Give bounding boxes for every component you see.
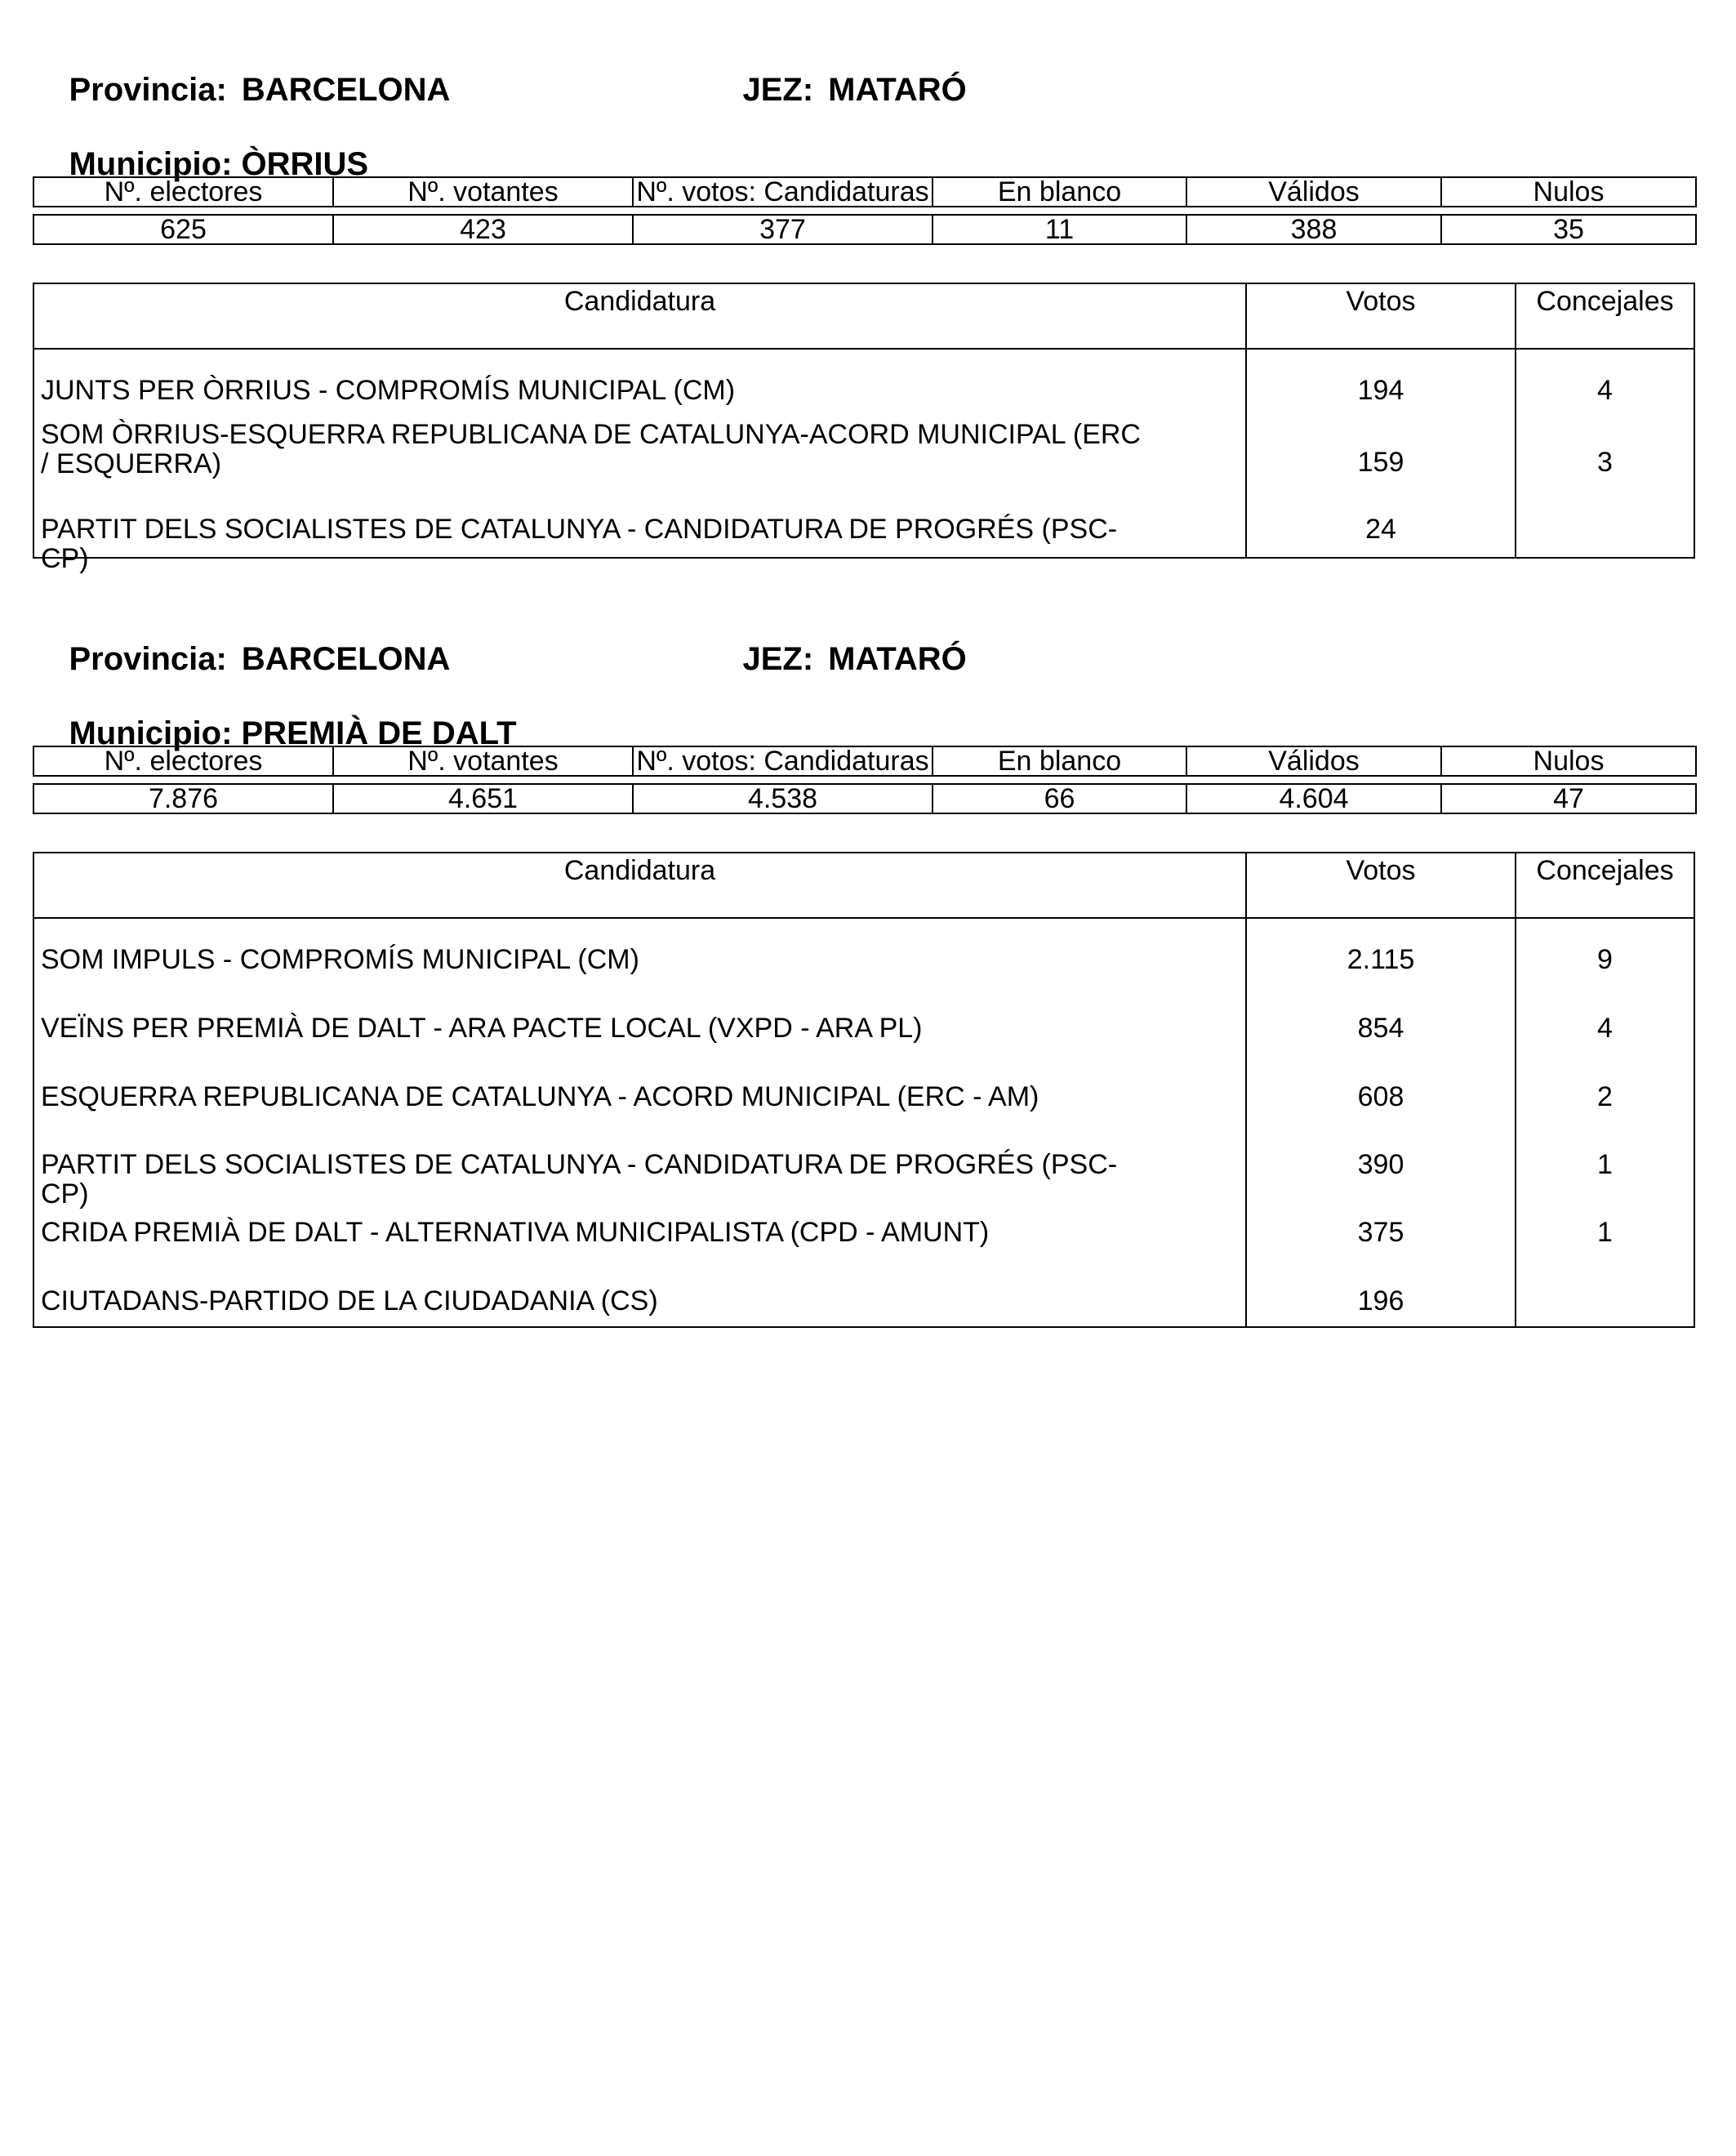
candidatura-name: JUNTS PER ÒRRIUS - COMPROMÍS MUNICIPAL (CM) (41, 375, 736, 406)
candidatura-votes: 196 (1357, 1285, 1404, 1316)
jez-label: JEZ: (742, 641, 814, 677)
summary-header-cell: Válidos (1186, 177, 1441, 207)
summary-value-cell: 388 (1186, 215, 1441, 244)
provincia-value: BARCELONA (241, 641, 451, 677)
provincia-value: BARCELONA (241, 72, 451, 108)
candidatura-column-header: Candidatura (34, 853, 1247, 917)
candidatura-votes: 159 (1357, 447, 1404, 478)
candidatura-seats: 1 (1597, 1217, 1613, 1248)
candidatura-name: PARTIT DELS SOCIALISTES DE CATALUNYA - CANDIDATURA DE PROGRÉS (PSC-CP) (41, 514, 1118, 574)
summary-value-cell: 4.604 (1186, 784, 1441, 813)
candidatura-header-row (34, 284, 1694, 350)
candidatura-name: CIUTADANS-PARTIDO DE LA CIUDADANIA (CS) (41, 1285, 658, 1316)
summary-table (33, 746, 1697, 814)
candidatura-seats: 1 (1597, 1149, 1613, 1180)
candidatura-votes: 854 (1357, 1013, 1404, 1044)
summary-value-cell: 4.538 (633, 784, 933, 813)
municipio-label: Municipio: (69, 146, 233, 182)
candidatura-header-row (34, 853, 1694, 919)
candidatura-column-header: Candidatura (34, 284, 1247, 348)
votos-column-header: Votos (1247, 284, 1516, 348)
candidatura-seats: 4 (1597, 1013, 1613, 1044)
candidatura-name: SOM IMPULS - COMPROMÍS MUNICIPAL (CM) (41, 944, 639, 975)
jez-heading (706, 31, 967, 149)
candidatura-votes: 194 (1357, 375, 1404, 406)
summary-value-cell: 423 (333, 215, 633, 244)
candidatura-votes: 390 (1357, 1149, 1404, 1180)
candidatura-seats: 4 (1597, 375, 1613, 406)
candidatura-seats: 2 (1597, 1081, 1613, 1112)
candidatura-votes: 24 (1365, 514, 1396, 545)
summary-header-cell: Válidos (1186, 746, 1441, 776)
summary-value-cell: 377 (633, 215, 933, 244)
municipio-value: PREMIÀ DE DALT (241, 715, 517, 751)
summary-header-cell: Nº. votantes (333, 177, 633, 207)
municipio-value: ÒRRIUS (241, 146, 369, 182)
concejales-column-header: Concejales (1536, 286, 1674, 317)
candidatura-name: PARTIT DELS SOCIALISTES DE CATALUNYA - CANDIDATURA DE PROGRÉS (PSC-CP) (41, 1149, 1118, 1209)
summary-header-cell: En blanco (933, 746, 1186, 776)
jez-value: MATARÓ (828, 641, 967, 677)
summary-value-cell: 35 (1441, 215, 1696, 244)
candidatura-votes: 375 (1357, 1217, 1404, 1248)
summary-value-row (33, 784, 1696, 813)
candidatura-seats: 3 (1597, 447, 1613, 478)
summary-value-cell: 66 (933, 784, 1186, 813)
candidatura-seats: 9 (1597, 944, 1613, 975)
summary-value-cell: 47 (1441, 784, 1696, 813)
concejales-column-header: Concejales (1536, 855, 1674, 886)
summary-header-cell: Nº. votantes (333, 746, 633, 776)
summary-value-cell: 625 (33, 215, 333, 244)
summary-value-cell: 11 (933, 215, 1186, 244)
candidatura-table (33, 283, 1695, 574)
summary-header-cell: Nulos (1441, 177, 1696, 207)
votos-column-header: Votos (1247, 853, 1516, 917)
candidatura-name: VEÏNS PER PREMIÀ DE DALT - ARA PACTE LOCAL (VXPD - ARA PL) (41, 1013, 923, 1044)
candidatura-table (33, 852, 1695, 1328)
provincia-label: Provincia: (69, 72, 227, 108)
summary-value-cell: 4.651 (333, 784, 633, 813)
summary-header-cell: Nulos (1441, 746, 1696, 776)
candidatura-name: SOM ÒRRIUS-ESQUERRA REPUBLICANA DE CATALUNYA-ACORD MUNICIPAL (ERC / ESQUERRA) (41, 419, 1141, 479)
summary-table (33, 176, 1697, 245)
jez-value: MATARÓ (828, 72, 967, 108)
summary-header-cell: Nº. votos: Candidaturas (633, 746, 933, 776)
summary-header-cell: Nº. votos: Candidaturas (633, 177, 933, 207)
candidatura-votes: 2.115 (1347, 944, 1415, 975)
summary-header-row (33, 177, 1696, 207)
summary-header-cell: En blanco (933, 177, 1186, 207)
summary-value-row (33, 215, 1696, 244)
jez-label: JEZ: (742, 72, 814, 108)
jez-heading (706, 600, 967, 718)
summary-header-row (33, 746, 1696, 776)
municipio-label: Municipio: (69, 715, 233, 751)
candidatura-votes: 608 (1357, 1081, 1404, 1112)
summary-value-cell: 7.876 (33, 784, 333, 813)
candidatura-name: ESQUERRA REPUBLICANA DE CATALUNYA - ACORD MUNICIPAL (ERC - AM) (41, 1081, 1039, 1112)
provincia-label: Provincia: (69, 641, 227, 677)
candidatura-name: CRIDA PREMIÀ DE DALT - ALTERNATIVA MUNICIPALISTA (CPD - AMUNT) (41, 1217, 990, 1248)
summary-header-cell: Nº. electores (33, 746, 333, 776)
summary-header-cell: Nº. electores (33, 177, 333, 207)
